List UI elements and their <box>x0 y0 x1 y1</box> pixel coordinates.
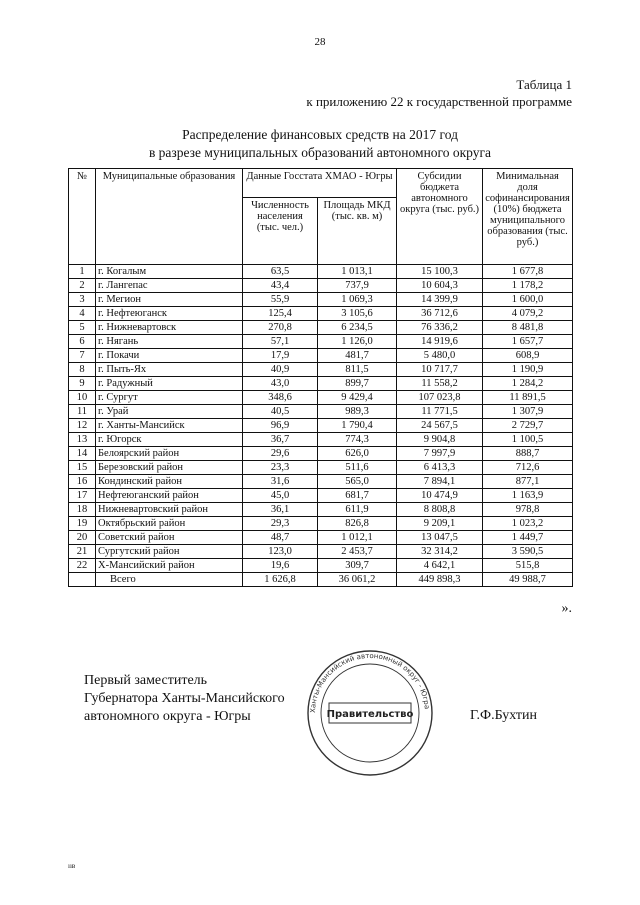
municipality-name: Нижневартовский район <box>96 503 243 517</box>
area-value: 2 453,7 <box>318 545 397 559</box>
table-row <box>69 363 573 377</box>
subsidy-value: 11 771,5 <box>397 405 483 419</box>
total-cofinancing: 49 988,7 <box>483 573 573 587</box>
municipality-name: г. Нижневартовск <box>96 321 243 335</box>
row-number: 11 <box>69 405 96 419</box>
municipality-name: Белоярский район <box>96 447 243 461</box>
table-row <box>69 335 573 349</box>
signatory-name: Г.Ф.Бухтин <box>470 708 538 723</box>
table-row <box>69 321 573 335</box>
header-num: № <box>69 169 96 265</box>
subsidy-value: 10 717,7 <box>397 363 483 377</box>
municipality-name: г. Сургут <box>96 391 243 405</box>
cofinancing-value: 1 600,0 <box>483 293 573 307</box>
table-row <box>69 447 573 461</box>
row-number: 20 <box>69 531 96 545</box>
table-row <box>69 517 573 531</box>
population-value: 96,9 <box>243 419 318 433</box>
row-number: 19 <box>69 517 96 531</box>
cofinancing-value: 8 481,8 <box>483 321 573 335</box>
table-caption <box>306 77 572 111</box>
area-value: 989,3 <box>318 405 397 419</box>
table-row <box>69 559 573 573</box>
subsidy-value: 10 474,9 <box>397 489 483 503</box>
municipality-name: г. Покачи <box>96 349 243 363</box>
table-row <box>69 419 573 433</box>
population-value: 348,6 <box>243 391 318 405</box>
area-value: 1 790,4 <box>318 419 397 433</box>
subsidy-value: 107 023,8 <box>397 391 483 405</box>
table-row <box>69 433 573 447</box>
municipality-name: г. Нефтеюганск <box>96 307 243 321</box>
position-line-2: Губернатора Ханты-Мансийского <box>84 691 285 707</box>
subsidy-value: 14 919,6 <box>397 335 483 349</box>
population-value: 55,9 <box>243 293 318 307</box>
population-value: 40,9 <box>243 363 318 377</box>
cofinancing-value: 515,8 <box>483 559 573 573</box>
population-value: 48,7 <box>243 531 318 545</box>
row-number: 7 <box>69 349 96 363</box>
municipality-name: Сургутский район <box>96 545 243 559</box>
municipality-name: г. Югорск <box>96 433 243 447</box>
subsidy-value: 9 904,8 <box>397 433 483 447</box>
header-municipality: Муниципальные образования <box>96 169 243 265</box>
area-value: 611,9 <box>318 503 397 517</box>
header-cofinancing: Минимальная доля софинансирования (10%) бюджета муниципального образования (тыс. руб.) <box>483 169 573 265</box>
seal-ring-text: Ханты-Мансийский автономный округ - Югра <box>308 651 431 714</box>
population-value: 19,6 <box>243 559 318 573</box>
row-number: 13 <box>69 433 96 447</box>
row-number: 12 <box>69 419 96 433</box>
row-number: 1 <box>69 265 96 279</box>
population-value: 45,0 <box>243 489 318 503</box>
subsidy-value: 10 604,3 <box>397 279 483 293</box>
row-number: 15 <box>69 461 96 475</box>
subsidy-value: 7 894,1 <box>397 475 483 489</box>
municipality-name: Октябрьский район <box>96 517 243 531</box>
cofinancing-value: 1 657,7 <box>483 335 573 349</box>
municipality-name: г. Когалым <box>96 265 243 279</box>
table-row <box>69 377 573 391</box>
table-row <box>69 475 573 489</box>
municipality-name: г. Лангепас <box>96 279 243 293</box>
document-title <box>0 126 640 161</box>
cofinancing-value: 877,1 <box>483 475 573 489</box>
total-subsidy: 449 898,3 <box>397 573 483 587</box>
row-number: 17 <box>69 489 96 503</box>
area-value: 1 126,0 <box>318 335 397 349</box>
row-number: 18 <box>69 503 96 517</box>
total-population: 1 626,8 <box>243 573 318 587</box>
population-value: 17,9 <box>243 349 318 363</box>
subsidy-value: 5 480,0 <box>397 349 483 363</box>
area-value: 511,6 <box>318 461 397 475</box>
table-row <box>69 531 573 545</box>
municipality-name: г. Пыть-Ях <box>96 363 243 377</box>
table-row <box>69 461 573 475</box>
official-seal <box>305 648 435 778</box>
cofinancing-value: 978,8 <box>483 503 573 517</box>
header-goskomstat: Данные Госстата ХМАО - Югры <box>243 169 397 198</box>
table-body <box>69 265 573 573</box>
subsidy-value: 6 413,3 <box>397 461 483 475</box>
population-value: 43,4 <box>243 279 318 293</box>
total-area: 36 061,2 <box>318 573 397 587</box>
subsidy-value: 76 336,2 <box>397 321 483 335</box>
row-number: 9 <box>69 377 96 391</box>
row-number: 22 <box>69 559 96 573</box>
area-value: 3 105,6 <box>318 307 397 321</box>
cofinancing-value: 1 449,7 <box>483 531 573 545</box>
row-number: 21 <box>69 545 96 559</box>
cofinancing-value: 1 284,2 <box>483 377 573 391</box>
title-line-1: Распределение финансовых средств на 2017 год <box>182 127 458 142</box>
area-value: 481,7 <box>318 349 397 363</box>
position-line-1: Первый заместитель <box>84 673 208 688</box>
cofinancing-value: 3 590,5 <box>483 545 573 559</box>
cofinancing-value: 4 079,2 <box>483 307 573 321</box>
caption-line-2: к приложению 22 к государственной программе <box>306 93 572 109</box>
area-value: 309,7 <box>318 559 397 573</box>
financing-table <box>68 168 573 587</box>
population-value: 29,6 <box>243 447 318 461</box>
municipality-name: Нефтеюганский район <box>96 489 243 503</box>
row-number: 14 <box>69 447 96 461</box>
area-value: 826,8 <box>318 517 397 531</box>
population-value: 23,3 <box>243 461 318 475</box>
municipality-name: г. Урай <box>96 405 243 419</box>
cofinancing-value: 2 729,7 <box>483 419 573 433</box>
row-number: 16 <box>69 475 96 489</box>
table-row <box>69 391 573 405</box>
cofinancing-value: 888,7 <box>483 447 573 461</box>
municipality-name: г. Радужный <box>96 377 243 391</box>
area-value: 1 012,1 <box>318 531 397 545</box>
cofinancing-value: 608,9 <box>483 349 573 363</box>
cofinancing-value: 1 163,9 <box>483 489 573 503</box>
population-value: 125,4 <box>243 307 318 321</box>
area-value: 6 234,5 <box>318 321 397 335</box>
cofinancing-value: 11 891,5 <box>483 391 573 405</box>
footer-mark: ııв <box>68 862 76 870</box>
table-row <box>69 545 573 559</box>
subsidy-value: 24 567,5 <box>397 419 483 433</box>
position-line-3: автономного округа - Югры <box>84 709 251 725</box>
area-value: 626,0 <box>318 447 397 461</box>
row-number: 8 <box>69 363 96 377</box>
table-row <box>69 279 573 293</box>
table-row <box>69 503 573 517</box>
row-number: 5 <box>69 321 96 335</box>
municipality-name: Кондинский район <box>96 475 243 489</box>
municipality-name: Березовский район <box>96 461 243 475</box>
header-population: Численность населения (тыс. чел.) <box>243 198 318 265</box>
table-row <box>69 489 573 503</box>
row-number: 2 <box>69 279 96 293</box>
municipality-name: г. Нягань <box>96 335 243 349</box>
population-value: 63,5 <box>243 265 318 279</box>
subsidy-value: 32 314,2 <box>397 545 483 559</box>
closing-quote: ». <box>561 601 572 616</box>
table-row <box>69 349 573 363</box>
subsidy-value: 36 712,6 <box>397 307 483 321</box>
seal-center-text: Правительство <box>326 709 414 720</box>
signatory-position <box>84 672 285 727</box>
subsidy-value: 9 209,1 <box>397 517 483 531</box>
subsidy-value: 13 047,5 <box>397 531 483 545</box>
total-label: Всего <box>96 573 243 587</box>
area-value: 811,5 <box>318 363 397 377</box>
cofinancing-value: 1 178,2 <box>483 279 573 293</box>
total-row <box>69 573 573 587</box>
population-value: 40,5 <box>243 405 318 419</box>
header-area: Площадь МКД (тыс. кв. м) <box>318 198 397 265</box>
area-value: 565,0 <box>318 475 397 489</box>
population-value: 29,3 <box>243 517 318 531</box>
cofinancing-value: 1 190,9 <box>483 363 573 377</box>
table-row <box>69 293 573 307</box>
area-value: 774,3 <box>318 433 397 447</box>
row-number: 4 <box>69 307 96 321</box>
cofinancing-value: 712,6 <box>483 461 573 475</box>
subsidy-value: 4 642,1 <box>397 559 483 573</box>
table-row <box>69 307 573 321</box>
subsidy-value: 11 558,2 <box>397 377 483 391</box>
page-number: 28 <box>314 36 326 48</box>
caption-line-1: Таблица 1 <box>516 77 572 92</box>
cofinancing-value: 1 023,2 <box>483 517 573 531</box>
row-number: 10 <box>69 391 96 405</box>
municipality-name: Х-Мансийский район <box>96 559 243 573</box>
title-line-2: в разрезе муниципальных образований автономного округа <box>148 144 492 160</box>
population-value: 43,0 <box>243 377 318 391</box>
population-value: 57,1 <box>243 335 318 349</box>
total-num-cell <box>69 573 96 587</box>
population-value: 36,7 <box>243 433 318 447</box>
population-value: 31,6 <box>243 475 318 489</box>
area-value: 737,9 <box>318 279 397 293</box>
area-value: 681,7 <box>318 489 397 503</box>
municipality-name: Советский район <box>96 531 243 545</box>
row-number: 3 <box>69 293 96 307</box>
header-subsidy: Субсидии бюджета автономного округа (тыс. руб.) <box>397 169 483 265</box>
subsidy-value: 14 399,9 <box>397 293 483 307</box>
area-value: 1 069,3 <box>318 293 397 307</box>
cofinancing-value: 1 307,9 <box>483 405 573 419</box>
cofinancing-value: 1 677,8 <box>483 265 573 279</box>
area-value: 9 429,4 <box>318 391 397 405</box>
cofinancing-value: 1 100,5 <box>483 433 573 447</box>
population-value: 36,1 <box>243 503 318 517</box>
row-number: 6 <box>69 335 96 349</box>
table-row <box>69 265 573 279</box>
subsidy-value: 7 997,9 <box>397 447 483 461</box>
area-value: 899,7 <box>318 377 397 391</box>
municipality-name: г. Мегион <box>96 293 243 307</box>
municipality-name: г. Ханты-Мансийск <box>96 419 243 433</box>
area-value: 1 013,1 <box>318 265 397 279</box>
population-value: 123,0 <box>243 545 318 559</box>
subsidy-value: 15 100,3 <box>397 265 483 279</box>
table-row <box>69 405 573 419</box>
population-value: 270,8 <box>243 321 318 335</box>
subsidy-value: 8 808,8 <box>397 503 483 517</box>
